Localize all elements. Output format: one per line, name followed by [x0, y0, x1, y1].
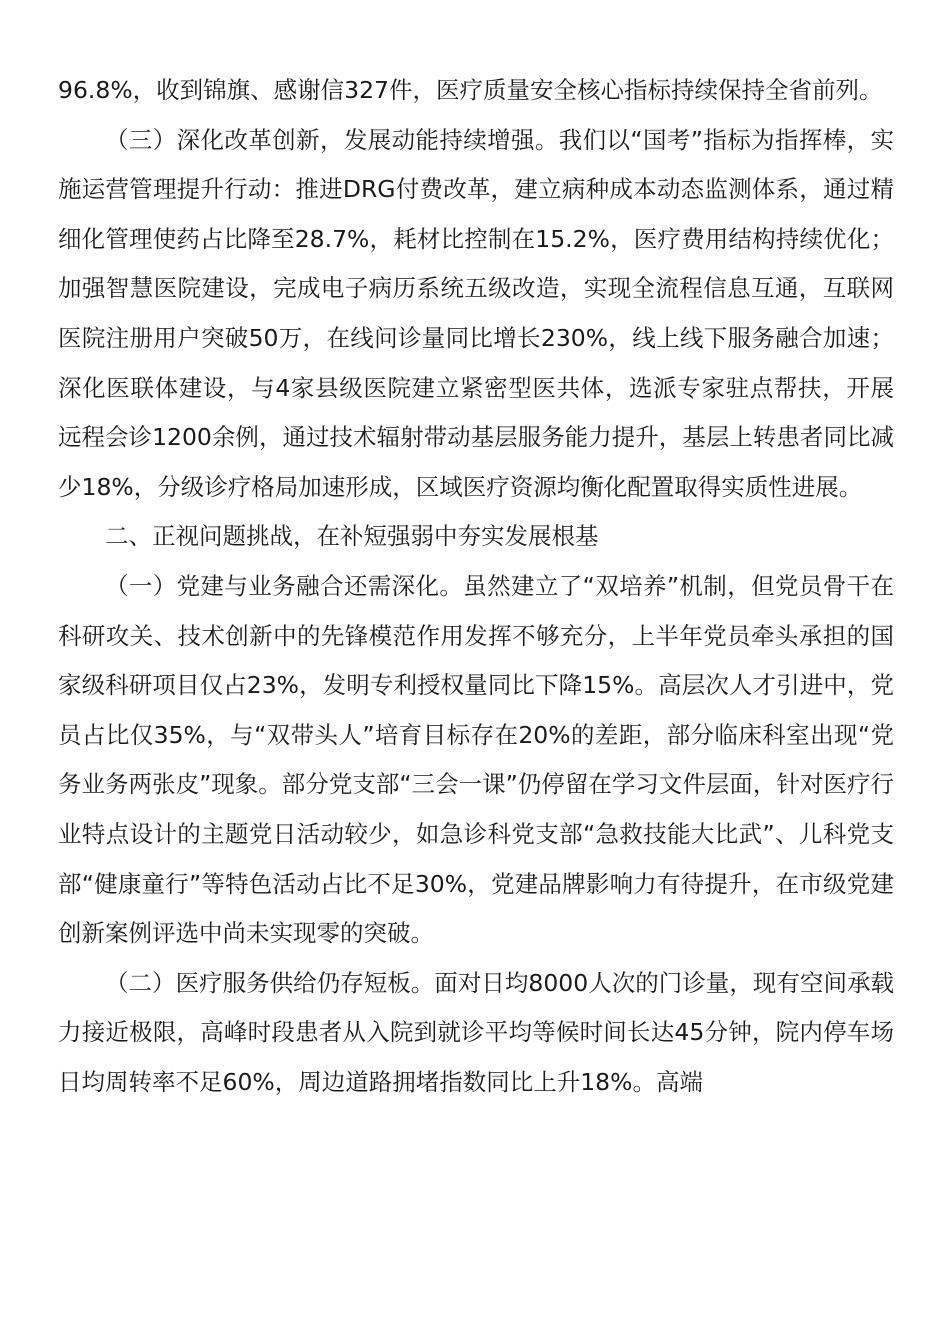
paragraph-reform-innovation: （三）深化改革创新，发展动能持续增强。我们以“国考”指标为指挥棒，实施运营管理提升行动：推进DRG付费改革，建立病种成本动态监测体系，通过精细化管理使药占比降至28.7%，耗材比控制在15.2%，医疗费用结构持续优化；加强智慧医院建设，完成电子病历系统五级改造，实现全流程信息互通，互联网医院注册用户突破50万，在线问诊量同比增长230%，线上线下服务融合加速；深化医联体建设，与4家县级医院建立紧密型医共体，选派专家驻点帮扶，开展远程会诊1200余例，通过技术辐射带动基层服务能力提升，基层上转患者同比减少18%，分级诊疗格局加速形成，区域医疗资源均衡化配置取得实质性进展。	[58, 125, 894, 501]
paragraph-medical-service: （二）医疗服务供给仍存短板。面对日均8000人次的门诊量，现有空间承载力接近极限，高峰时段患者从入院到就诊平均等候时间长达45分钟，院内停车场日均周转率不足60%，周边道路拥堵指数同比上升18%。高端	[58, 968, 894, 1096]
document-page	[58, 66, 894, 1107]
paragraph-party-building: （一）党建与业务融合还需深化。虽然建立了“双培养”机制，但党员骨干在科研攻关、技术创新中的先锋模范作用发挥不够充分，上半年党员牵头承担的国家级科研项目仅占23%，发明专利授权量同比下降15%。高层次人才引进中，党员占比仅35%，与“双带头人”培育目标存在20%的差距，部分临床科室出现“党务业务两张皮”现象。部分党支部“三会一课”仍停留在学习文件层面，针对医疗行业特点设计的主题党日活动较少，如急诊科党支部“急救技能大比武”、儿科党支部“健康童行”等特色活动占比不足30%，党建品牌影响力有待提升，在市级党建创新案例评选中尚未实现零的突破。	[58, 571, 894, 948]
section-heading: 二、正视问题挑战，在补短强弱中夯实发展根基	[105, 522, 599, 551]
paragraph-continuation: 96.8%，收到锦旗、感谢信327件，医疗质量安全核心指标持续保持全省前列。	[58, 76, 883, 104]
